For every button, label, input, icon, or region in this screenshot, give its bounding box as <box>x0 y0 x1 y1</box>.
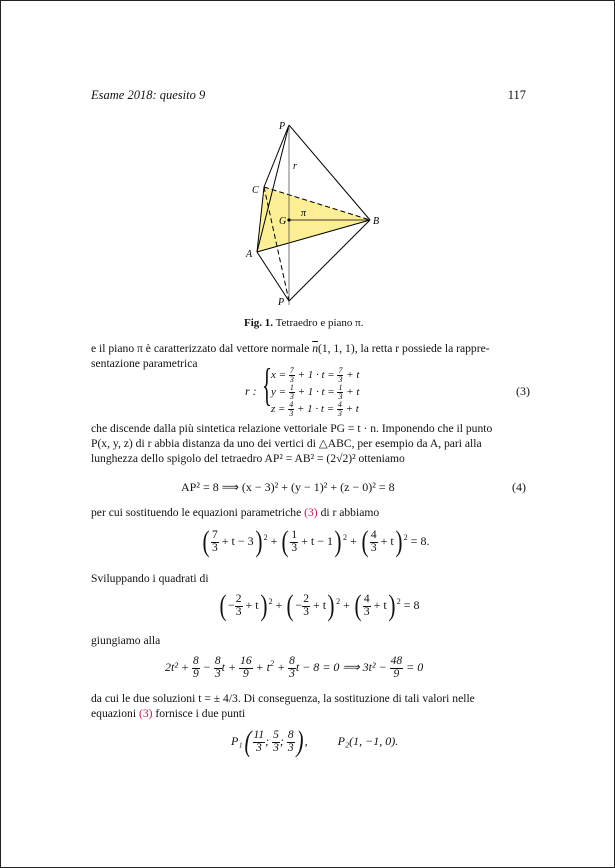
page-number: 117 <box>507 88 526 102</box>
paragraph-1-line-1: e il piano π è caratterizzato dal vettore normale $\overline{n}(1$, 1, 1), la retta r possiede la rappre- <box>91 342 490 355</box>
label-pi: π <box>301 208 307 219</box>
label-r: r <box>293 161 297 172</box>
eq3-x: x = $\frac{7}{3}$ + 1 · t = $\frac{7}{3}$ + t <box>271 366 360 384</box>
eq3-lines <box>271 367 359 418</box>
equation-4-body: AP² = 8 ⟹ (x − 3)² + (y − 1)² + (z − 0)² = 8 <box>181 480 395 494</box>
label-G: G <box>279 216 287 227</box>
paragraph-2: che discende dalla più sintetica relazione vettoriale PG = t · n. Imponendo che il punto P(x, y, z) di r abbia distanza da uno dei vertici di △ABC, per esempio da A, pari alla lunghezza dello spigolo del tetraedro AP² = AB² = (2√2)² otteniamo <box>91 422 493 465</box>
final-equation: 2t² + $\frac{8}{9}$ − $\frac{8}{3}$ t + $\frac{16}{9}$ + $t^2$ + $\frac{8}{3}$ t − 8 = 0 ⟹ 3t² − $\frac{48}{9}$ = 0 <box>165 655 424 680</box>
label-C: C <box>252 185 259 196</box>
paragraph-1-line-2: sentazione parametrica <box>91 357 198 370</box>
eq-ref-3[interactable]: (3) <box>304 506 318 519</box>
point-G <box>287 218 290 221</box>
eq3-y: y = $\frac{1}{3}$ + 1 · t = $\frac{1}{3}$ + t <box>271 383 360 401</box>
development-equation: ( − $\frac{2}{3}$ + t) $^2$ + ( − $\frac{2}{3}$ + t) $^2$ + ( $\frac{4}{3}$ + t) $^2$ = 8 <box>219 589 420 622</box>
edge-AP-bottom <box>257 252 289 301</box>
equation-4-number: (4) <box>512 480 526 494</box>
caption-label: Fig. 1. <box>244 317 274 329</box>
eq3-z: z = $\frac{4}{3}$ + 1 · t = $\frac{4}{3}$ + t <box>271 400 359 418</box>
caption-text: Tetraedro e piano π. <box>275 317 364 329</box>
point-P1-name: P₁ <box>231 733 243 748</box>
normal-vector: $\overline{n}$ <box>312 342 318 355</box>
running-header-title: Esame 2018: quesito 9 <box>91 88 206 102</box>
eq3-prefix: r : <box>245 384 257 398</box>
edge-PC <box>264 125 289 187</box>
paragraph-4: Sviluppando i quadrati di <box>91 572 209 585</box>
plane-pi-fill <box>257 187 370 252</box>
label-B: B <box>373 216 380 227</box>
brace: { <box>262 359 272 410</box>
paragraph-5: giungiamo alla <box>91 634 161 647</box>
tetrahedron-figure <box>231 113 401 313</box>
substitution-equation: ( $\frac{7}{3}$ + t − 3) $^2$ + ( $\frac{1}{3}$ + t − 1) $^2$ + ( $\frac{4}{3}$ + t) $^2$ = 8. <box>202 525 430 558</box>
paragraph-6: da cui le due soluzioni t = ± 4/3. Di conseguenza, la sostituzione di tali valori nelle equazioni (3) fornisce i due punti <box>91 692 475 720</box>
label-P-top: P <box>279 121 286 132</box>
equation-3 <box>245 359 530 418</box>
points-equation: P₁( $\frac{11}{3}$ ; $\frac{5}{3}$ ; $\frac{8}{3}$ ) , P₂(1, −1, 0). <box>231 725 399 758</box>
eq-ref-3-second[interactable]: (3) <box>138 707 153 720</box>
figure-caption <box>244 317 363 329</box>
eq3-number: (3) <box>516 384 530 398</box>
label-P-bottom: P <box>278 297 285 308</box>
paragraph-3: per cui sostituendo le equazioni parametriche (3) di r abbiamo <box>91 506 380 519</box>
point-P2: P₂(1, −1, 0). <box>337 733 399 748</box>
label-A: A <box>246 249 253 260</box>
